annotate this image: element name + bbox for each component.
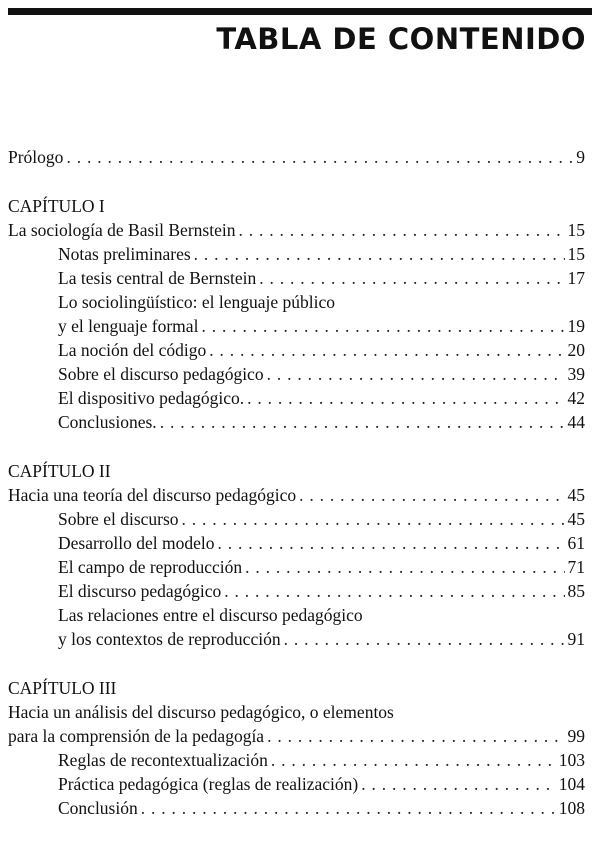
entry-label: Sobre el discurso [58, 509, 179, 529]
dot-leader [66, 145, 573, 169]
toc-entry [8, 555, 585, 579]
dot-leader [182, 507, 565, 531]
dot-leader [361, 772, 556, 796]
toc-entry-chapter-title-line [8, 700, 585, 724]
entry-page: 45 [567, 509, 585, 529]
entry-page: 91 [567, 629, 585, 649]
toc-entry [8, 338, 585, 362]
dot-leader [245, 555, 564, 579]
entry-page: 42 [567, 388, 585, 408]
entry-label: Sobre el discurso pedagógico [58, 364, 264, 384]
toc-entry-prologue [8, 145, 585, 169]
entry-label: y los contextos de reproducción [58, 629, 281, 649]
top-rule [8, 8, 592, 15]
chapter-heading: CAPÍTULO I [8, 196, 105, 216]
chapter-heading: CAPÍTULO II [8, 461, 111, 481]
entry-label: El discurso pedagógico [58, 581, 222, 601]
toc-entry-line [8, 603, 585, 627]
entry-label: Lo sociolingüístico: el lenguaje público [58, 292, 336, 312]
chapter-section [8, 459, 585, 651]
entry-page: 44 [567, 412, 585, 432]
toc-entry [8, 410, 585, 434]
dot-leader [224, 579, 564, 603]
entry-label: Desarrollo del modelo [58, 533, 215, 553]
toc-entry [8, 627, 585, 651]
entry-page: 103 [558, 750, 585, 770]
toc-entry [8, 242, 585, 266]
toc-entry [8, 531, 585, 555]
entry-page: 85 [567, 581, 585, 601]
entry-label: La sociología de Basil Bernstein [8, 220, 236, 240]
dot-leader [259, 266, 564, 290]
dot-leader [271, 748, 556, 772]
chapter-section [8, 194, 585, 434]
toc-entry [8, 362, 585, 386]
entry-label: El campo de reproducción [58, 557, 243, 577]
entry-label: Las relaciones entre el discurso pedagógico [58, 605, 363, 625]
dot-leader [238, 218, 564, 242]
toc-entry-chapter-title [8, 724, 585, 748]
toc-entry-line [8, 290, 585, 314]
entry-label: Prólogo [8, 147, 64, 167]
entry-label: Notas preliminares [58, 244, 191, 264]
page-title: TABLA DE CONTENIDO [216, 22, 586, 56]
dot-leader [267, 362, 565, 386]
dot-leader [217, 531, 564, 555]
chapter-section [8, 676, 585, 820]
dot-leader [299, 483, 564, 507]
table-of-contents [8, 145, 585, 845]
entry-page: 45 [567, 485, 585, 505]
toc-entry [8, 266, 585, 290]
entry-label: La noción del código [58, 340, 207, 360]
entry-label: La tesis central de Bernstein [58, 268, 257, 288]
entry-page: 17 [567, 268, 585, 288]
entry-label: Conclusiones. [58, 412, 157, 432]
toc-entry [8, 748, 585, 772]
toc-entry [8, 579, 585, 603]
chapter-heading: CAPÍTULO III [8, 678, 117, 698]
prologue-section [8, 145, 585, 169]
entry-page: 71 [567, 557, 585, 577]
toc-entry-chapter-title [8, 483, 585, 507]
toc-entry [8, 796, 585, 820]
dot-leader [194, 242, 565, 266]
entry-label: Práctica pedagógica (reglas de realización) [58, 774, 359, 794]
dot-leader [247, 386, 564, 410]
entry-label: y el lenguaje formal [58, 316, 199, 336]
entry-page: 99 [567, 726, 585, 746]
toc-entry [8, 314, 585, 338]
entry-page: 9 [576, 147, 585, 167]
toc-entry [8, 507, 585, 531]
entry-page: 39 [567, 364, 585, 384]
entry-page: 104 [558, 774, 585, 794]
dot-leader [201, 314, 564, 338]
entry-page: 61 [567, 533, 585, 553]
entry-page: 19 [567, 316, 585, 336]
toc-entry [8, 772, 585, 796]
toc-entry [8, 386, 585, 410]
dot-leader [141, 796, 556, 820]
dot-leader [284, 627, 565, 651]
entry-page: 15 [567, 220, 585, 240]
entry-page: 20 [567, 340, 585, 360]
dot-leader [209, 338, 564, 362]
dot-leader [160, 410, 565, 434]
dot-leader [267, 724, 564, 748]
entry-label: Conclusión [58, 798, 138, 818]
entry-label: Hacia una teoría del discurso pedagógico [8, 485, 297, 505]
entry-label: Hacia un análisis del discurso pedagógico, o elementos [8, 702, 394, 722]
entry-page: 15 [567, 244, 585, 264]
toc-entry-chapter-title [8, 218, 585, 242]
entry-page: 108 [558, 798, 585, 818]
entry-label: El dispositivo pedagógico. [58, 388, 245, 408]
entry-label: para la comprensión de la pedagogía [8, 726, 265, 746]
entry-label: Reglas de recontextualización [58, 750, 268, 770]
